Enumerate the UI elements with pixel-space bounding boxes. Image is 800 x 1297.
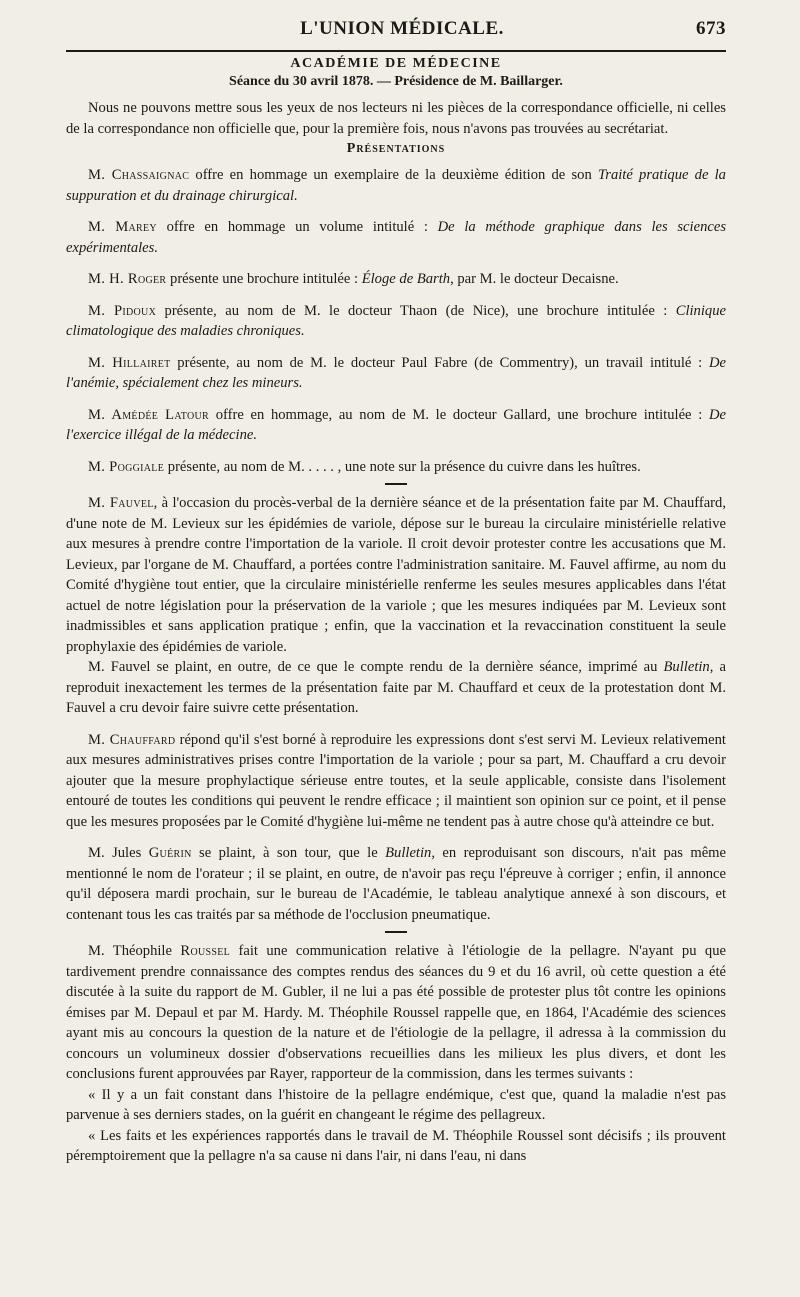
- speaker-name: Roussel: [180, 943, 231, 959]
- book-title: De la méthode graphique dans les sciences expérimentales.: [66, 219, 726, 256]
- book-title: Clinique climatologique des maladies chroniques.: [66, 302, 726, 339]
- presentation-item: M. Hillairet présente, au nom de M. le docteur Paul Fabre (de Commentry), un travail intitulé : De l'anémie, spécialement chez les mineurs.: [66, 354, 726, 391]
- presentation-item: M. Amédée Latour offre en hommage, au nom de M. le docteur Gallard, une brochure intitulée : De l'exercice illégal de la médecine.: [66, 406, 726, 443]
- journal-title: L'UNION MÉDICALE.: [300, 18, 504, 39]
- speaker-name: M. Fauvel: [88, 495, 154, 511]
- presentation-item: M. H. Roger présente une brochure intitulée : Éloge de Barth, par M. le docteur Decaisne.: [88, 271, 619, 287]
- guerin-paragraph: M. Jules Guérin se plaint, à son tour, que le Bulletin, en reproduisant son discours, n'ait pas même mentionné le nom de l'orateur ; il se plaint, en outre, de n'avoir pas reçu l'épreuve à corriger ; enfin, il annonce qu'il déposera mardi prochain, sur le bureau de l'Académie, le tableau analytique annexé à son discours, et contenant tous les cas traités par sa méthode de l'occlusion pneumatique.: [66, 845, 726, 923]
- running-head: [66, 18, 726, 48]
- speaker-name: M. H. Roger: [88, 271, 167, 287]
- presentation-item: M. Poggiale présente, au nom de M. . . . . , une note sur la présence du cuivre dans les huîtres.: [88, 458, 641, 475]
- book-title: Éloge de Barth: [361, 271, 451, 287]
- speaker-name: M. Pidoux: [88, 302, 157, 319]
- book-title: De l'exercice illégal de la médecine.: [66, 406, 726, 443]
- presentations-heading: Présentations: [346, 141, 446, 156]
- quote-paragraph: « Il y a un fait constant dans l'histoire de la pellagre endémique, c'est que, quand la maladie n'est pas parvenue à ses derniers stades, on la guérit en changeant le régime des pellagreux.: [66, 1086, 726, 1123]
- presentation-item: M. Chassaignac offre en hommage un exemplaire de la deuxième édition de son Traité pratique de la suppuration et du drainage chirurgical.: [66, 167, 726, 204]
- section-divider: [385, 483, 407, 485]
- speaker-name: M. Chauffard: [88, 731, 176, 748]
- speaker-name: M. Poggiale: [88, 458, 165, 475]
- roussel-paragraph: M. Théophile Roussel fait une communication relative à l'étiologie de la pellagre. N'ayant pu que tardivement prendre connaissance des comptes rendus des séances du 9 et du 16 avril, où cette question a été discutée à la suite du rapport de M. Gubler, il ne lui a pas été possible de protester plus tôt contre les opinions émises par M. Depaul et par M. Hardy. M. Théophile Roussel rappelle que, en 1864, l'Académie des sciences ayant mis au concours la question de la nature et de l'étiologie de la pellagre, il adressa à la commission du concours un volumineux dossier d'observations recueillies dans les milieux les plus divers, et dont les conclusions furent approuvées par Rayer, rapporteur de la commission, dans les termes suivants :: [66, 943, 727, 1082]
- book-title: Traité pratique de la suppuration et du drainage chirurgical.: [66, 167, 726, 204]
- fauvel-paragraph-2: M. Fauvel se plaint, en outre, de ce que le compte rendu de la dernière séance, imprimé au Bulletin, a reproduit inexactement les termes de la présentation faite par M. Chauffard et ceux de la protestation dont M. Fauvel a cru devoir faire suivre cette présentation.: [66, 659, 726, 716]
- intro-paragraph: Nous ne pouvons mettre sous les yeux de nos lecteurs ni les pièces de la correspondance officielle, ni celles de la correspondance non officielle que, pour la première fois, nous n'avons pas trouvées au secrétariat.: [66, 100, 726, 137]
- speaker-name: M. Chassaignac: [88, 167, 190, 183]
- chauffard-paragraph: M. Chauffard répond qu'il s'est borné à reproduire les expressions dont s'est servi M. Levieux relativement aux mesures administratives prises contre l'importation de la variole ; pour sa part, M. Chauffard a cru devoir ajouter que la mesure prophylactique sérieuse entre toutes, et la seule applicable, consiste dans l'isolement entouré de toutes les conditions qui peuvent le rendre efficace ; il maintient son opinion sur ce point, et il pense que les mesures proposées par le Comité d'hygiène lui-même ne tendent pas à autre chose qu'à atteindre ce but.: [66, 731, 726, 830]
- page-number: 673: [696, 18, 726, 39]
- section-divider: [385, 931, 407, 933]
- speaker-name: Guérin: [148, 845, 192, 861]
- seance-line: Séance du 30 avril 1878. — Présidence de M. Baillarger.: [229, 74, 563, 89]
- speaker-name: M. Hillairet: [88, 354, 171, 371]
- presentation-item: M. Pidoux présente, au nom de M. le docteur Thaon (de Nice), une brochure intitulée : Clinique climatologique des maladies chroniques.: [66, 302, 726, 339]
- header-rule: [66, 50, 726, 52]
- speaker-name: M. Marey: [88, 219, 157, 235]
- fauvel-paragraph: M. Fauvel, à l'occasion du procès-verbal de la dernière séance et de la présentation faite par M. Chauffard, d'une note de M. Levieux sur les épidémies de variole, dépose sur le bureau la circulaire ministérielle relative aux mesures à prendre contre l'importation de la variole. Il croit devoir protester contre les accusations que M. Levieux, par l'organe de M. Chauffard, a portées contre l'administration sanitaire. M. Fauvel affirme, au nom du Comité d'hygiène tout entier, que la circulaire ministérielle renferme les seules mesures applicables dans l'état actuel de notre législation pour la préservation de la variole ; que les mesures indiquées par M. Levieux sont inadmissibles et sans application pratique ; enfin, que la vaccination et la revaccination constituent la seule prophylaxie des épidémies de variole.: [66, 495, 726, 655]
- section-heading: ACADÉMIE DE MÉDECINE: [290, 56, 502, 71]
- presentation-item: M. Marey offre en hommage un volume intitulé : De la méthode graphique dans les sciences expérimentales.: [66, 219, 726, 256]
- speaker-name: M. Amédée Latour: [88, 406, 210, 423]
- quote-paragraph: « Les faits et les expériences rapportés dans le travail de M. Théophile Roussel sont décisifs ; ils prouvent péremptoirement que la pellagre n'a sa cause ni dans l'air, ni dans l'eau, ni dans: [66, 1127, 726, 1164]
- book-title: De l'anémie, spécialement chez les mineurs.: [66, 354, 726, 391]
